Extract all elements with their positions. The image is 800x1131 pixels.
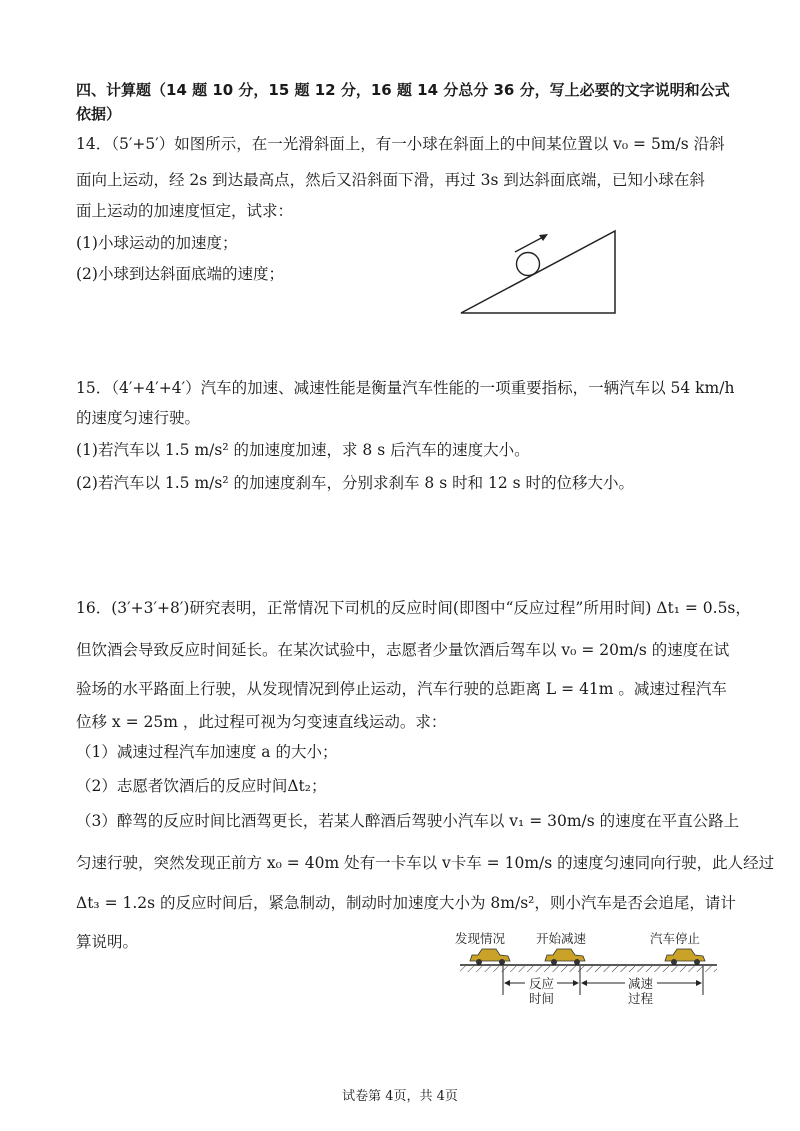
incline-diagram bbox=[455, 225, 630, 320]
incline-triangle bbox=[461, 231, 615, 313]
q16-sub-3-line-4: 算说明。 bbox=[76, 933, 139, 951]
car-1 bbox=[470, 949, 510, 965]
label-stop: 汽车停止 bbox=[650, 931, 701, 946]
q16-sub-2: （2）志愿者饮酒后的反应时间Δt₂； bbox=[76, 777, 327, 795]
q16-sub-3-line-1: （3）醉驾的反应时间比酒驾更长，若某人醉酒后驾驶小汽车以 v₁ = 30m/s 的速度在平直公路上 bbox=[76, 812, 740, 830]
label-reaction-1: 反应 bbox=[529, 976, 555, 991]
q14-sub-1: (1)小球运动的加速度； bbox=[76, 234, 238, 252]
q16-line-1: 16．(3′+3′+8′)研究表明，正常情况下司机的反应时间(即图中“反应过程”所用时间) Δt₁ = 0.5s， bbox=[76, 599, 751, 617]
q16-sub-1: （1）减速过程汽车加速度 a 的大小； bbox=[76, 743, 338, 761]
q16-sub-3-line-2: 匀速行驶，突然发现正前方 x₀ = 40m 处有一卡车以 v卡车 = 10m/s 的速度匀速同向行驶，此人经过 bbox=[76, 854, 775, 872]
q14-line-1: 14．（5′+5′）如图所示，在一光滑斜面上，有一小球在斜面上的中间某位置以 v₀ = 5m/s 沿斜 bbox=[76, 135, 725, 153]
q15-sub-1: (1)若汽车以 1.5 m/s² 的加速度加速，求 8 s 后汽车的速度大小。 bbox=[76, 441, 530, 459]
car-2 bbox=[545, 949, 585, 965]
car-3 bbox=[665, 949, 705, 965]
road-hatching bbox=[460, 966, 717, 972]
q14-line-2: 面向上运动，经 2s 到达最高点，然后又沿斜面下滑，再过 3s 到达斜面底端，已知小球在斜 bbox=[76, 171, 705, 189]
label-start-brake: 开始减速 bbox=[536, 931, 587, 946]
page-footer: 试卷第 4页，共 4页 bbox=[342, 1089, 458, 1104]
q15-line-1: 15．（4′+4′+4′）汽车的加速、减速性能是衡量汽车性能的一项重要指标，一辆汽车以 54 km/h bbox=[76, 379, 735, 397]
section-title-line-1: 四、计算题（14 题 10 分，15 题 12 分，16 题 14 分总分 36 分，写上必要的文字说明和公式 bbox=[76, 81, 730, 99]
label-decel-1: 减速 bbox=[628, 976, 654, 991]
q16-line-2: 但饮酒会导致反应时间延长。在某次试验中，志愿者少量饮酒后驾车以 v₀ = 20m/s 的速度在试 bbox=[76, 641, 730, 659]
label-decel-2: 过程 bbox=[628, 991, 654, 1006]
label-reaction-2: 时间 bbox=[529, 991, 555, 1006]
section-title-line-2: 依据） bbox=[76, 105, 122, 123]
q16-line-3: 验场的水平路面上行驶，从发现情况到停止运动，汽车行驶的总距离 L = 41m 。减速过程汽车 bbox=[76, 680, 727, 698]
q14-sub-2: (2)小球到达斜面底端的速度； bbox=[76, 265, 284, 283]
q15-line-2: 的速度匀速行驶。 bbox=[76, 409, 201, 427]
q15-sub-2: (2)若汽车以 1.5 m/s² 的加速度刹车，分别求刹车 8 s 时和 12 s 时的位移大小。 bbox=[76, 474, 635, 492]
q16-sub-3-line-3: Δt₃ = 1.2s 的反应时间后，紧急制动，制动时加速度大小为 8m/s²，则小汽车是否会追尾，请计 bbox=[76, 894, 736, 912]
direction-arrow-head bbox=[539, 234, 548, 241]
q16-line-4: 位移 x = 25m ，此过程可视为匀变速直线运动。求： bbox=[76, 713, 447, 731]
direction-arrow-shaft bbox=[515, 236, 545, 252]
label-discover: 发现情况 bbox=[455, 931, 506, 946]
ball bbox=[517, 253, 540, 276]
braking-diagram bbox=[455, 925, 725, 1010]
q14-line-3: 面上运动的加速度恒定，试求： bbox=[76, 202, 294, 220]
